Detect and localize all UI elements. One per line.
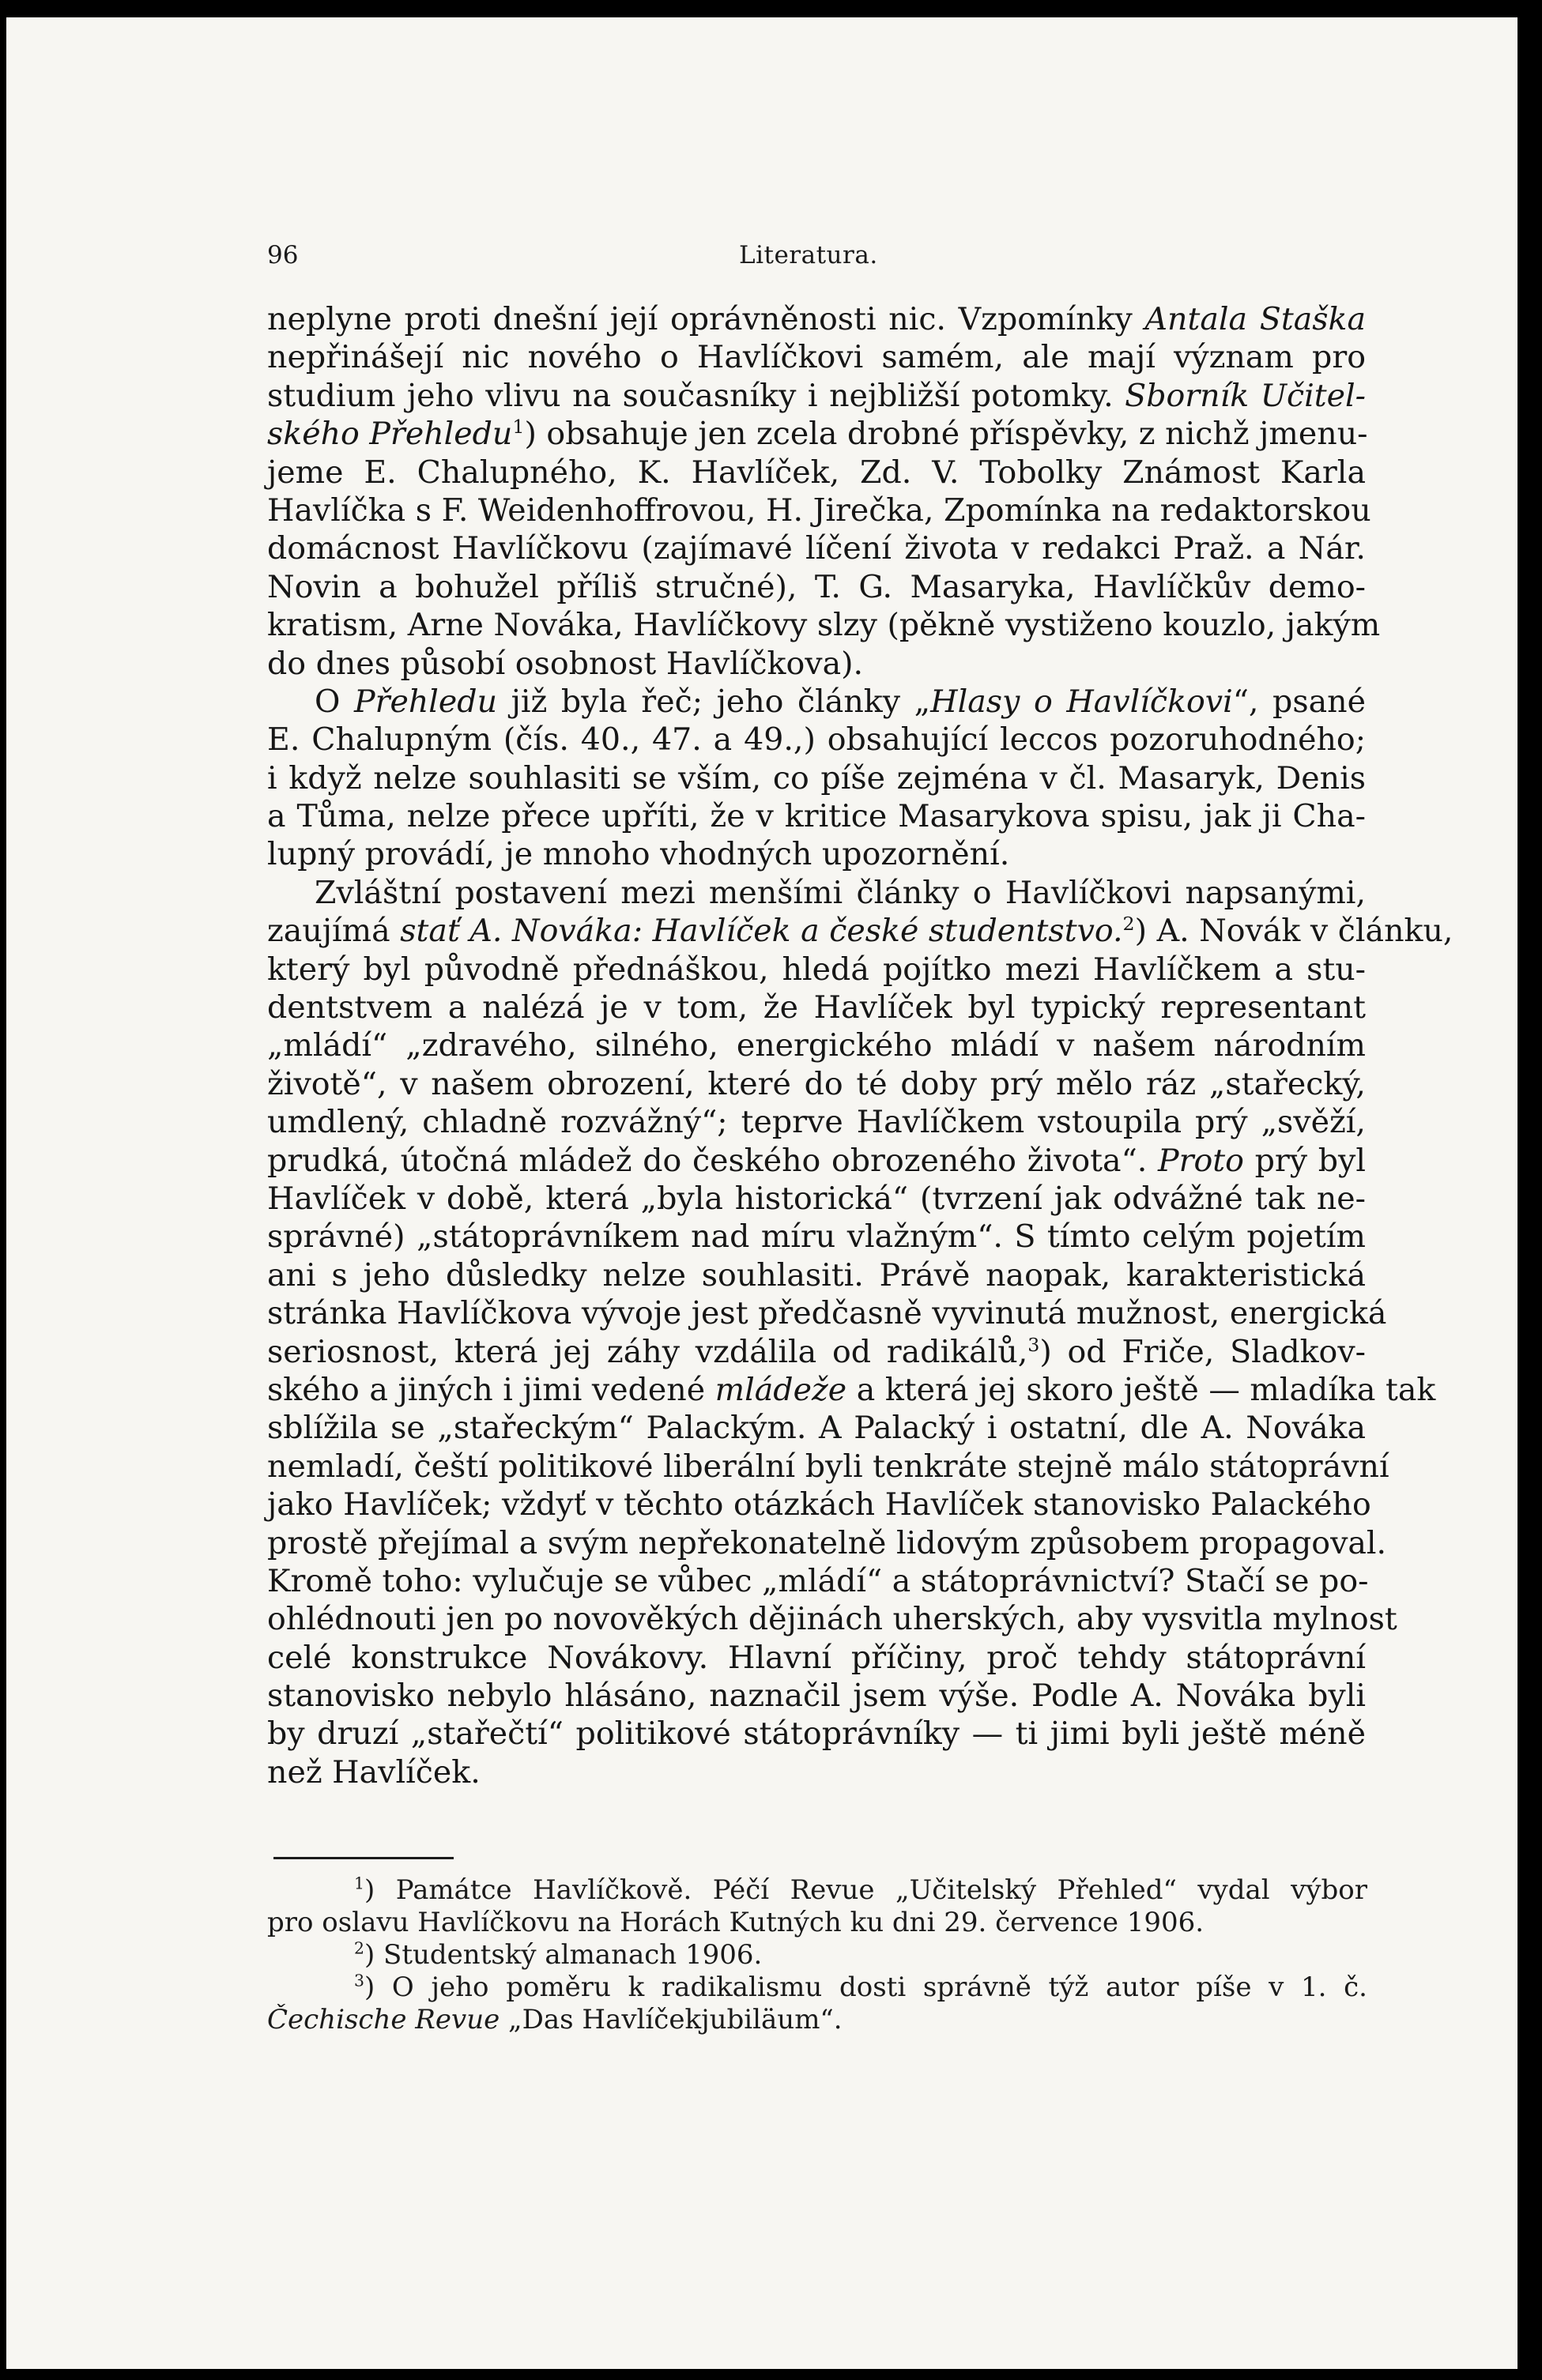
text-run: nepřinášejí nic nového o Havlíčkovi samém, ale mají význam pro: [267, 339, 1366, 376]
paragraph-3-line: [267, 1677, 1366, 1715]
paragraph-3-line: [267, 912, 1453, 950]
text-run: „mládí“ „zdravého, silného, energického mládí v našem národním: [267, 1027, 1366, 1064]
paragraph-1-line: [267, 568, 1366, 606]
italic-run: Přehledu: [354, 683, 498, 720]
text-run: celé konstrukce Novákovy. Hlavní příčiny, proč tehdy státoprávní: [267, 1639, 1366, 1676]
paragraph-1-line: [267, 529, 1366, 567]
text-run: domácnost Havlíčkovu (zajímavé líčení života v redakci Praž. a Nár.: [267, 530, 1366, 567]
text-run: ) Památce Havlíčkově. Péčí Revue „Učitelský Přehled“ vydal výbor: [364, 1874, 1367, 1906]
footnote-marker: 2: [1122, 913, 1135, 936]
paragraph-3-line: [267, 1562, 1369, 1600]
text-run: stanovisko nebylo hlásáno, naznačil jsem výše. Podle A. Nováka byli: [267, 1678, 1366, 1715]
text-run: Novin a bohužel příliš stručné), T. G. Masaryka, Havlíčkův demo-: [267, 568, 1366, 605]
paragraph-2-line: [267, 721, 1366, 759]
footnote-1-line: [267, 1874, 1367, 1907]
paragraph-1-line: [267, 454, 1366, 491]
text-run: a která jej skoro ještě — mladíka tak: [846, 1371, 1436, 1408]
text-run: E. Chalupným (čís. 40., 47. a 49.,) obsahující leccos pozoruhodného;: [267, 721, 1366, 759]
text-run: Zvláštní postavení mezi menšími články o Havlíčkovi napsanými,: [315, 874, 1366, 911]
text-run: ani s jeho důsledky nelze souhlasiti. Právě naopak, karakteristická: [267, 1256, 1366, 1294]
paragraph-3-line: [267, 1026, 1366, 1064]
text-run: dentstvem a nalézá je v tom, že Havlíček byl typický representant: [267, 989, 1366, 1026]
paragraph-1-line: [267, 415, 1366, 453]
footnote-marker: 3: [1027, 1333, 1040, 1356]
italic-run: Antala Staška: [1144, 301, 1366, 337]
text-run: by druzí „stařečtí“ politikové státoprávníky — ti jimi byli ještě méně: [267, 1715, 1366, 1753]
italic-run: Proto: [1158, 1142, 1244, 1179]
paragraph-3-line: [267, 1600, 1397, 1638]
paragraph-3-line: [267, 989, 1366, 1026]
paragraph-1-line: [267, 377, 1366, 415]
body-text: [267, 300, 1453, 1791]
text-run: jako Havlíček; vždyť v těchto otázkách Havlíček stanovisko Palackého: [267, 1486, 1371, 1523]
italic-run: Hlasy o Havlíčkovi: [930, 683, 1233, 720]
paragraph-1-line: [267, 338, 1366, 376]
footnote-2-line: [267, 1939, 1367, 1971]
italic-run: ského Přehledu: [267, 416, 513, 453]
text-run: umdlený, chladně rozvážný“; teprve Havlíčkem vstoupila prý „svěží,: [267, 1104, 1366, 1141]
paragraph-1-line: [267, 300, 1366, 338]
text-run: “, psané: [1232, 683, 1366, 720]
footnote-marker: 2: [354, 1938, 364, 1958]
footnote-marker: 1: [512, 416, 525, 439]
text-run: pro oslavu Havlíčkovu na Horách Kutných ku dni 29. července 1906.: [267, 1907, 1205, 1938]
paragraph-3-line: [267, 951, 1366, 989]
paragraph-3-line: [267, 874, 1366, 912]
text-run: kratism, Arne Nováka, Havlíčkovy slzy (pěkně vystiženo kouzlo, jakým: [267, 607, 1381, 644]
page-number: 96: [267, 241, 299, 269]
text-run: stránka Havlíčkova vývoje jest předčasně vyvinutá mužnost, energická: [267, 1295, 1387, 1332]
text-run: lupný provádí, je mnoho vhodných upozornění.: [267, 836, 1010, 873]
footnote-3-line: [267, 2004, 1367, 2036]
text-run: O: [315, 683, 354, 720]
paragraph-2-line: [267, 835, 1366, 873]
text-run: i když nelze souhlasiti se vším, co píše zejména v čl. Masaryk, Denis: [267, 759, 1366, 796]
text-run: ohlédnouti jen po novověkých dějinách uherských, aby vysvitla mylnost: [267, 1601, 1397, 1638]
paragraph-3-line: [267, 1218, 1366, 1256]
text-run: Havlíček v době, která „byla historická“ (tvrzení jak odvážné tak ne-: [267, 1180, 1366, 1217]
paragraph-2-line: [267, 683, 1366, 721]
paragraph-2-line: [267, 759, 1366, 797]
text-run: ského a jiných i jimi vedené: [267, 1371, 715, 1408]
footnote-marker: 1: [354, 1873, 364, 1893]
running-title: Literatura.: [739, 241, 878, 269]
text-run: ) A. Novák v článku,: [1134, 913, 1453, 950]
text-run: studium jeho vlivu na současníky i nejbližší potomky.: [267, 377, 1125, 414]
italic-run: Čechische Revue: [267, 2004, 500, 2035]
text-run: „Das Havlíčekjubiläum“.: [500, 2004, 843, 2035]
text-run: jeme E. Chalupného, K. Havlíček, Zd. V. Tobolky Známost Karla: [267, 454, 1366, 491]
text-run: ) Studentský almanach 1906.: [364, 1939, 763, 1971]
paragraph-3-line: [267, 1409, 1366, 1447]
text-run: Havlíčka s F. Weidenhoffrovou, H. Jirečka, Zpomínka na redaktorskou: [267, 491, 1371, 529]
paragraph-3-line: [267, 1180, 1366, 1218]
text-run: neplyne proti dnešní její oprávněnosti nic. Vzpomínky: [267, 301, 1145, 337]
text-run: prostě přejímal a svým nepřekonatelně lidovým způsobem propagoval.: [267, 1524, 1387, 1561]
paragraph-1-line: [267, 606, 1381, 644]
text-run: ) obsahuje jen zcela drobné příspěvky, z nichž jmenu-: [524, 416, 1368, 453]
paragraph-3-line: [267, 1715, 1366, 1753]
footnotes: [267, 1874, 1367, 2036]
paragraph-3-line: [267, 1753, 1366, 1791]
paragraph-1-line: [267, 645, 1366, 683]
paragraph-3-line: [267, 1256, 1366, 1294]
text-run: který byl původně přednáškou, hledá pojítko mezi Havlíčkem a stu-: [267, 951, 1366, 988]
paragraph-3-line: [267, 1142, 1366, 1180]
text-run: do dnes působí osobnost Havlíčkova).: [267, 645, 864, 682]
text-run: zaujímá: [267, 913, 401, 950]
text-run: seriosnost, která jej záhy vzdálila od radikálů,: [267, 1333, 1028, 1370]
footnote-1-line: [267, 1907, 1367, 1939]
text-run: životě“, v našem obrození, které do té doby prý mělo ráz „stařecký,: [267, 1065, 1366, 1102]
footnote-marker: 3: [354, 1971, 364, 1990]
text-run: než Havlíček.: [267, 1753, 481, 1791]
footnote-separator: [273, 1857, 454, 1859]
italic-run: mládeže: [714, 1371, 847, 1408]
text-run: ) od Friče, Sladkov-: [1039, 1333, 1366, 1370]
text-run: sblížila se „stařeckým“ Palackým. A Palacký i ostatní, dle A. Nováka: [267, 1410, 1366, 1447]
paragraph-3-line: [267, 1294, 1387, 1332]
paragraph-3-line: [267, 1065, 1366, 1103]
paragraph-3-line: [267, 1524, 1387, 1562]
text-run: Kromě toho: vylučuje se vůbec „mládí“ a státoprávnictví? Stačí se po-: [267, 1562, 1369, 1599]
text-run: a Tůma, nelze přece upříti, že v kritice Masarykova spisu, jak ji Cha-: [267, 798, 1366, 835]
paragraph-3-line: [267, 1371, 1436, 1409]
text-run: správné) „státoprávníkem nad míru vlažným“. S tímto celým pojetím: [267, 1218, 1366, 1256]
paragraph-3-line: [267, 1333, 1366, 1371]
text-run: nemladí, čeští politikové liberální byli tenkráte stejně málo státoprávní: [267, 1448, 1389, 1485]
text-run: již byla řeč; jeho články „: [497, 683, 931, 720]
paragraph-1-line: [267, 491, 1371, 529]
italic-run: stať A. Nováka: Havlíček a české studentstvo.: [400, 913, 1123, 950]
text-run: prý byl: [1243, 1142, 1366, 1179]
paragraph-3-line: [267, 1486, 1371, 1523]
paragraph-2-line: [267, 797, 1366, 835]
paragraph-3-line: [267, 1448, 1389, 1486]
text-run: ) O jeho poměru k radikalismu dosti správně týž autor píše v 1. č.: [364, 1971, 1367, 2003]
footnote-3-line: [267, 1971, 1367, 2004]
paragraph-3-line: [267, 1103, 1366, 1141]
page-header: [267, 241, 1374, 281]
text-run: prudká, útočná mládež do českého obrozeného života“.: [267, 1142, 1159, 1179]
italic-run: Sborník Učitel-: [1125, 377, 1366, 414]
paragraph-3-line: [267, 1639, 1366, 1677]
